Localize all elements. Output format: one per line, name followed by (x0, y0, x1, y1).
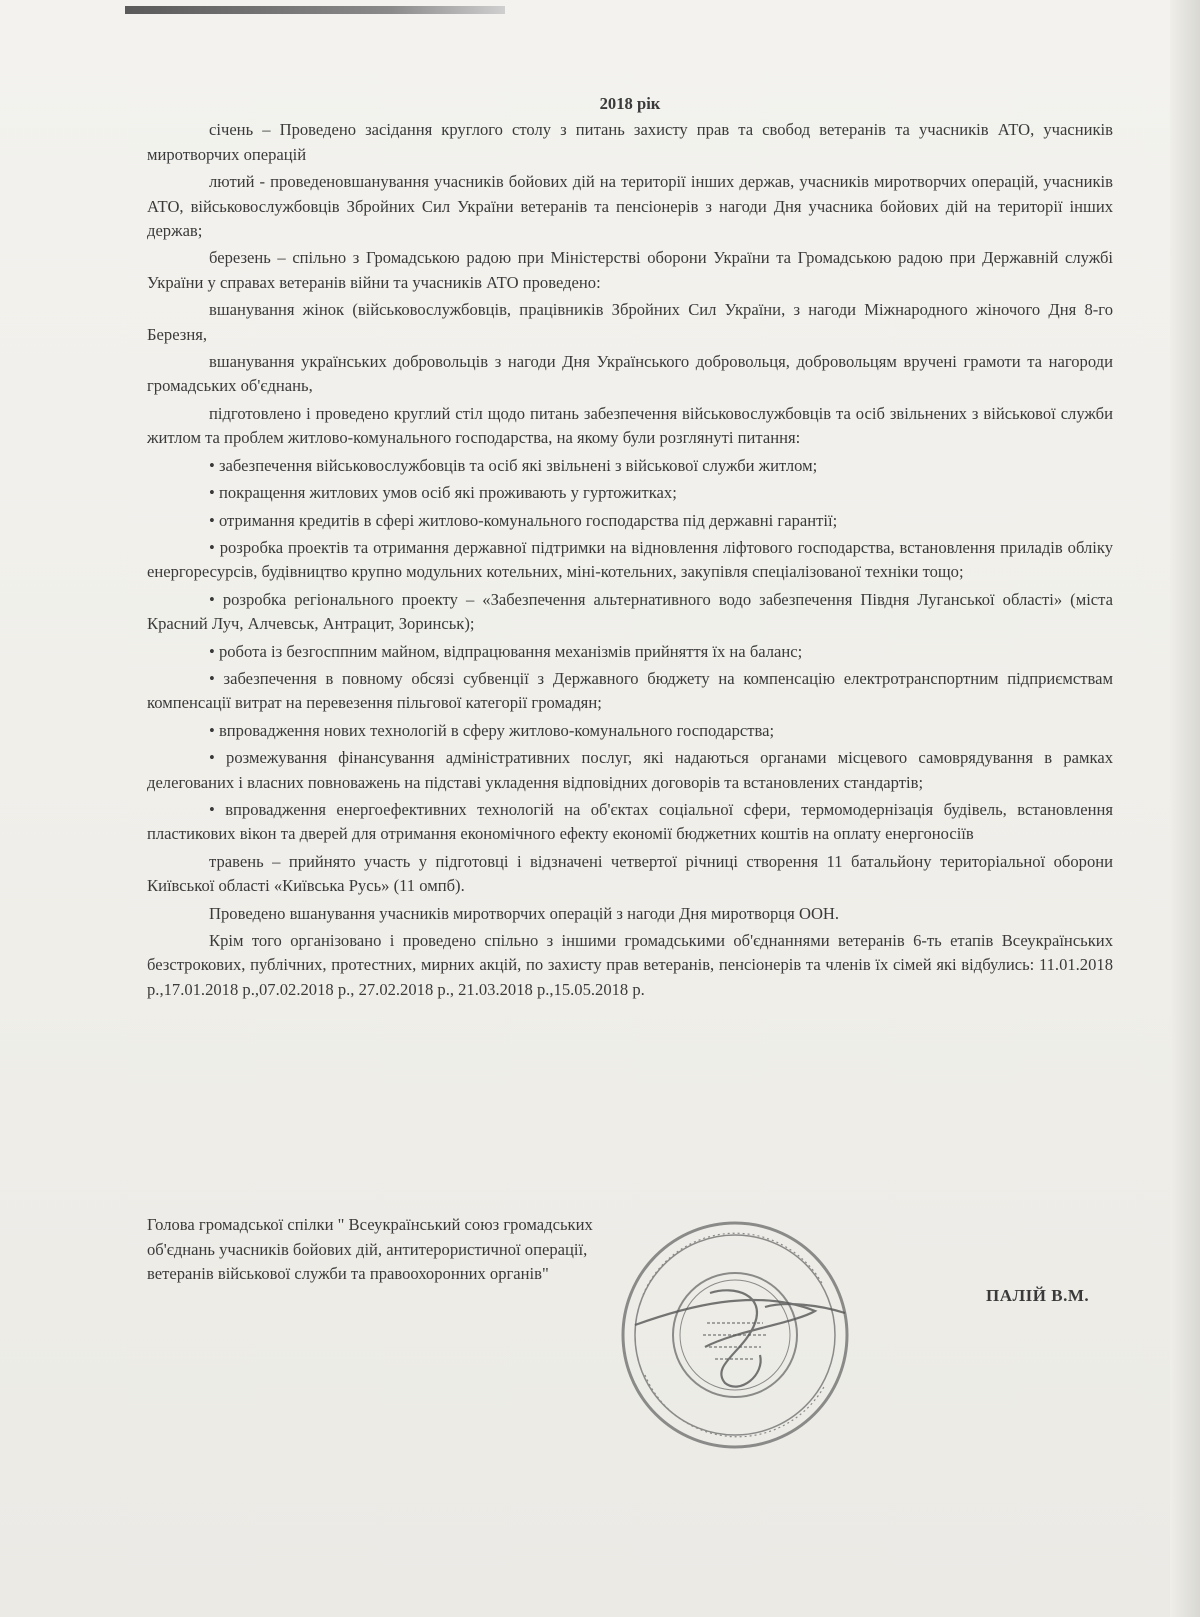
signatory-title-line-3: ветеранів військової служби та правоохоронних органів" (147, 1264, 549, 1283)
paragraph: вшанування українських добровольців з нагоди Дня Українського добровольця, добровольцям вручені грамоти та нагороди громадських об'єднань, (147, 352, 1113, 396)
paragraph: березень – спільно з Громадською радою при Міністерстві оборони України та Громадською радою при Державній службі України у справах ветеранів війни та учасників АТО проведено: (147, 248, 1113, 292)
bullet-item: • забезпечення військовослужбовців та осіб які звільнені з військової служби житлом; (209, 455, 818, 475)
bullet-item: • розробка проектів та отримання державної підтримки на відновлення ліфтового господарства, встановлення приладів обліку енергоресурсів, будівництво крупно модульних котельних, міні-котельних, закупівля спеціалізованої техніки тощо; (147, 537, 1113, 582)
handwritten-signature (635, 1290, 845, 1386)
paragraph: травень – прийнято участь у підготовці і відзначені четвертої річниці створення 11 батальйону територіальної оборони Київської області «Київська Русь» (11 омпб). (147, 851, 1113, 896)
bullet-item: • забезпечення в повному обсязі субвенції з Державного бюджету на компенсацію електротранспортним підприємствам компенсації витрат на перевезення пільгової категорії громадян; (147, 668, 1113, 713)
document-body (147, 92, 1113, 1002)
bullet-item: • впровадження нових технологій в сферу житлово-комунального господарства; (209, 720, 775, 740)
paragraph: лютий - проведеновшанування учасників бойових дій на території інших держав, учасників миротворчих операцій, учасників АТО, військовослужбовців Збройних Сил України ветеранів та пенсіонерів з нагоди Дня учасника бойових дій на території інших держав; (147, 172, 1113, 241)
paragraph: Крім того організовано і проведено спільно з іншими громадськими об'єднаннями ветеранів 6-ть етапів Всеукраїнських безстрокових, публічних, протестних, мирних акцій, по захисту прав ветеранів, пенсіонерів та членів їх сімей які відбулись: 11.01.2018 р.,17.01.2018 р.,07.02.2018 р., 27.02.2018 р., 21.03.2018 р.,15.05.2018 р. (147, 931, 1113, 999)
scan-right-shadow (1170, 0, 1200, 1617)
paragraph: січень – Проведено засідання круглого столу з питань захисту прав та свобод ветеранів та учасників АТО, учасників миротворчих операцій (147, 120, 1113, 164)
bullet-item: • покращення житлових умов осіб які проживають у гуртожитках; (209, 483, 677, 503)
bullet-item: • впровадження енергоефективних технологій на об'єктах соціальної сфери, термомодернізація будівель, встановлення пластикових вікон та дверей для отримання економічного ефекту економії бюджетних коштів на оплату енергоносіїв (147, 799, 1113, 844)
bullet-item: • розмежування фінансування адміністративних послуг, які надаються органами місцевого самоврядування в рамках делегованих і власних повноважень на підставі укладення відповідних договорів та встановлених стандартів; (147, 748, 1113, 792)
signatory-title-line-1: Голова громадської спілки " Всеукраїнський союз громадських (147, 1215, 593, 1234)
scan-top-shadow (125, 6, 505, 14)
paragraph: підготовлено і проведено круглий стіл щодо питань забезпечення військовослужбовців та осіб звільнених з військової служби житлом та проблем житлово-комунального господарства, на якому були розглянуті питання: (147, 403, 1113, 448)
paragraph: Проведено вшанування учасників миротворчих операцій з нагоди Дня миротворця ООН. (209, 903, 840, 923)
signatory-name: ПАЛІЙ В.М. (986, 1286, 1090, 1305)
bullet-item: • розробка регіонального проекту – «Забезпечення альтернативного водо забезпечення Півдня Луганської області» (міста Красний Луч, Алчевськ, Антрацит, Зоринськ); (147, 589, 1113, 634)
signature-block (147, 1213, 767, 1287)
bullet-item: • отримання кредитів в сфері житлово-комунального господарства під державні гарантії; (209, 510, 838, 530)
paragraph: вшанування жінок (військовослужбовців, працівників Збройних Сил України, з нагоди Міжнародного жіночого Дня 8-го Березня, (147, 300, 1113, 344)
year-heading: 2018 рік (599, 94, 661, 113)
bullet-item: • робота із безгосппним майном, відпрацювання механізмів прийняття їх на баланс; (209, 641, 803, 661)
signatory-title-line-2: об'єднань учасників бойових дій, антитерористичної операції, (147, 1239, 588, 1259)
